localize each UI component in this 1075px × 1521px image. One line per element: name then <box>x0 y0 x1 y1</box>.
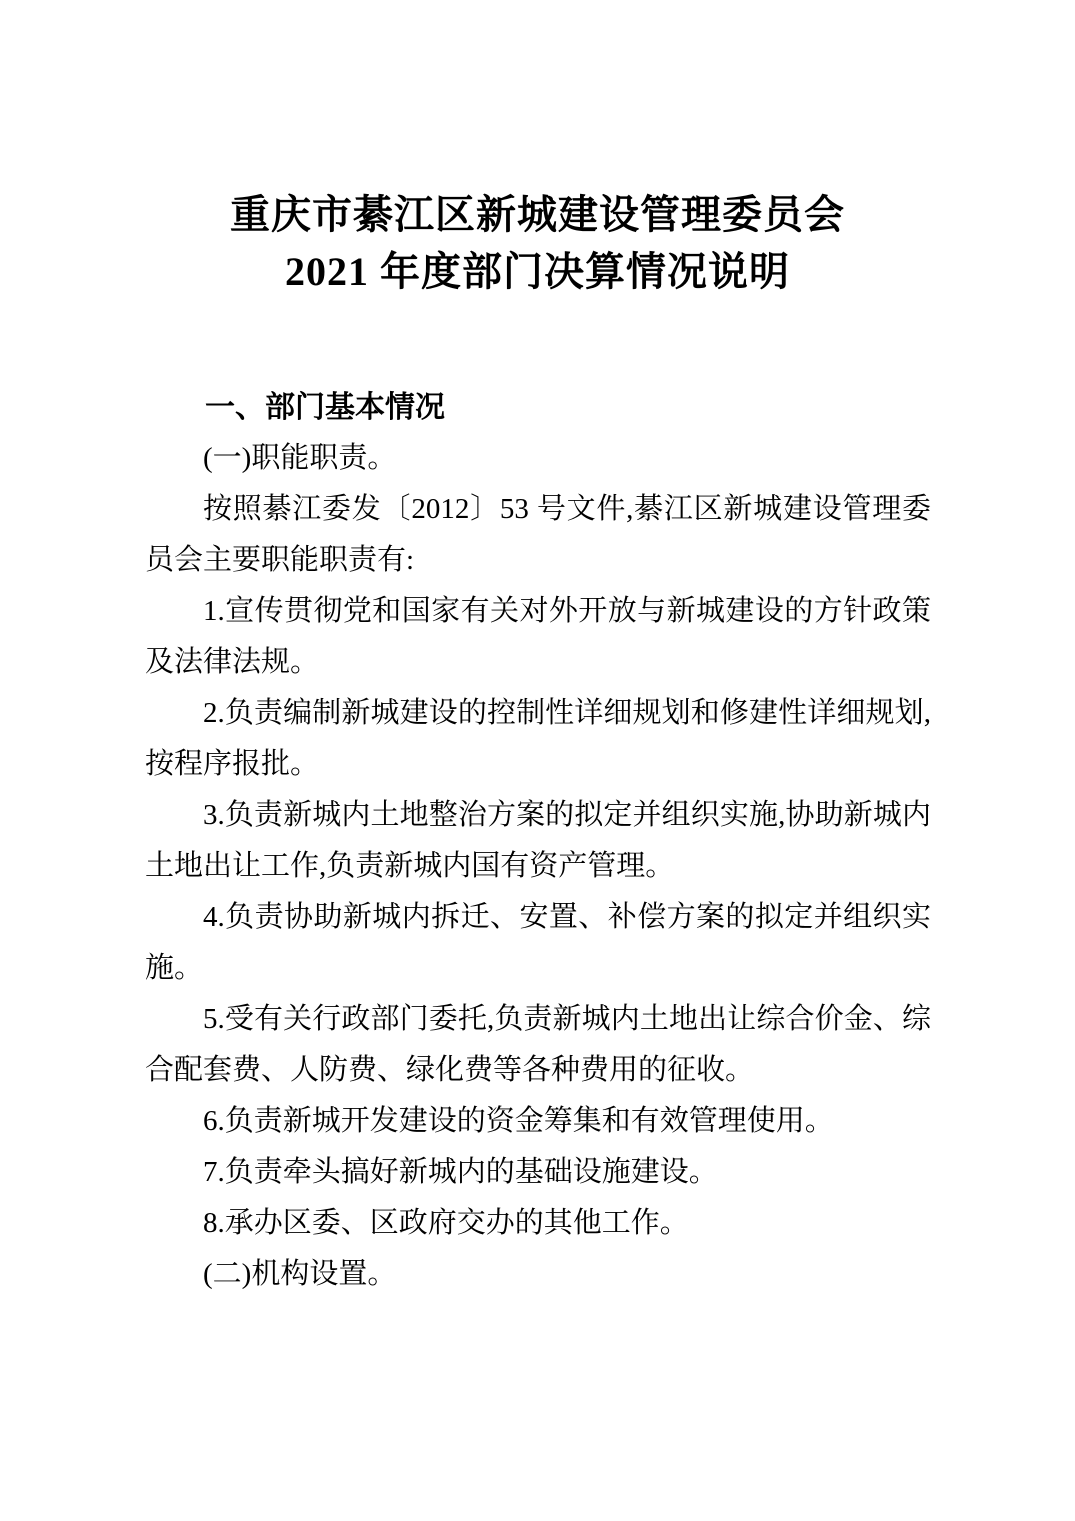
document-title <box>72 186 1003 300</box>
duty-item-8: 8.承办区委、区政府交办的其他工作。 <box>203 1207 689 1239</box>
duty-item-4: 4.负责协助新城内拆迁、安置、补偿方案的拟定并组织实施。 <box>145 901 931 984</box>
subsection-heading-organization: (二)机构设置。 <box>203 1258 397 1290</box>
intro-paragraph: 按照綦江委发〔2012〕53 号文件,綦江区新城建设管理委员会主要职能职责有: <box>145 493 931 576</box>
duty-item-5: 5.受有关行政部门委托,负责新城内土地出让综合价金、综合配套费、人防费、绿化费等各种费用的征收。 <box>145 1003 931 1086</box>
document-title-line1: 重庆市綦江区新城建设管理委员会 <box>230 192 845 237</box>
duty-item-2: 2.负责编制新城建设的控制性详细规划和修建性详细规划,按程序报批。 <box>145 697 931 780</box>
section-heading-basic-info: 一、部门基本情况 <box>205 391 445 424</box>
document-body <box>145 382 931 1300</box>
duty-item-3: 3.负责新城内土地整治方案的拟定并组织实施,协助新城内土地出让工作,负责新城内国有资产管理。 <box>145 799 931 882</box>
duty-item-6: 6.负责新城开发建设的资金筹集和有效管理使用。 <box>203 1105 834 1137</box>
document-title-line2: 2021 年度部门决算情况说明 <box>285 249 790 294</box>
duty-item-7: 7.负责牵头搞好新城内的基础设施建设。 <box>203 1156 718 1188</box>
duty-item-1: 1.宣传贯彻党和国家有关对外开放与新城建设的方针政策及法律法规。 <box>145 595 931 678</box>
subsection-heading-duties: (一)职能职责。 <box>203 442 397 474</box>
